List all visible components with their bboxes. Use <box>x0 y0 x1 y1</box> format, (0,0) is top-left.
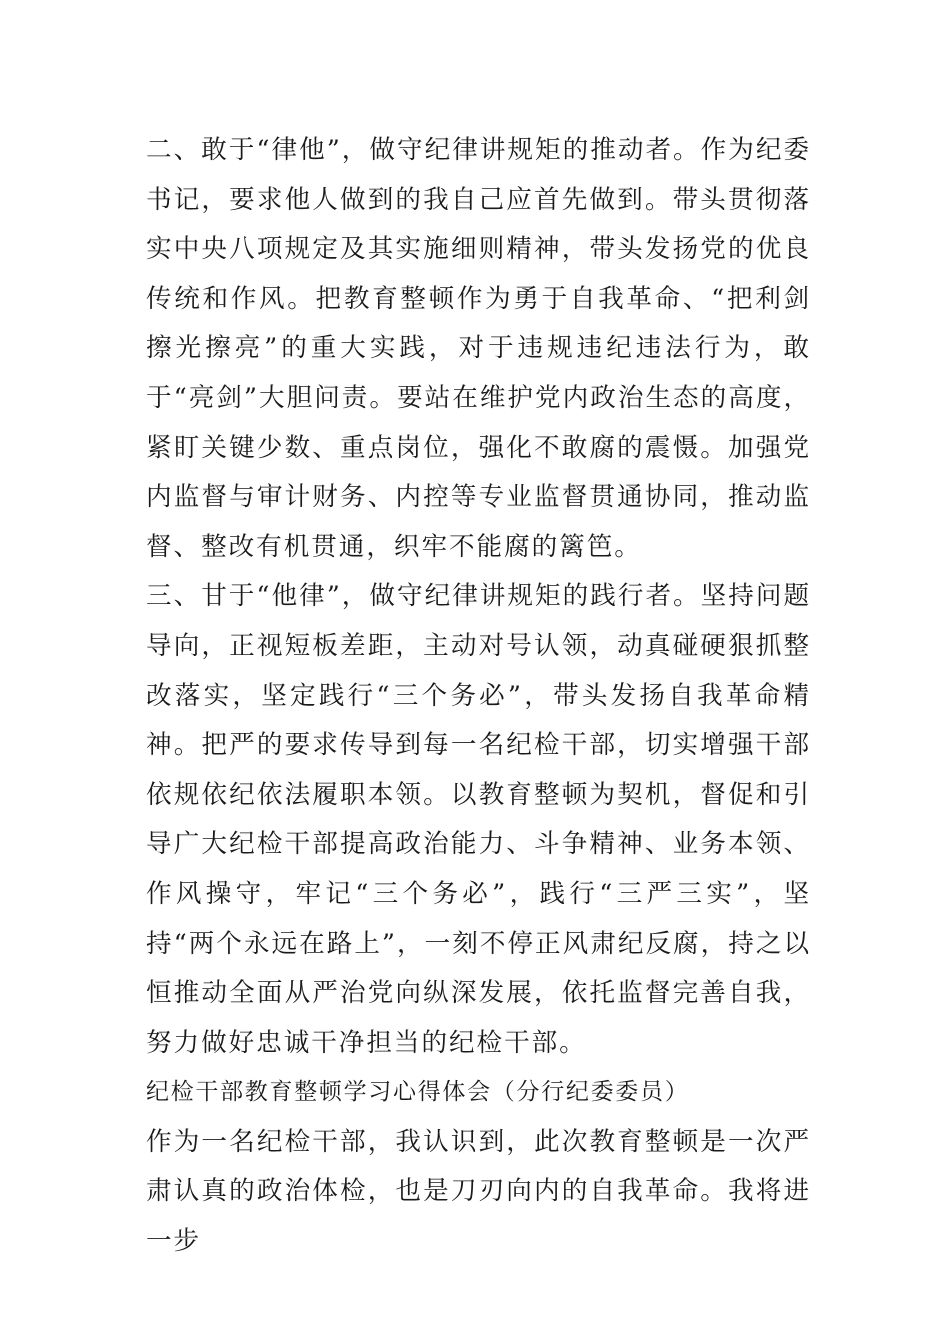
article-intro-paragraph: 作为一名纪检干部，我认识到，此次教育整顿是一次严肃认真的政治体检，也是刀刃向内的自我革命。我将进一步 <box>146 1126 811 1257</box>
section-three-paragraph: 三、甘于“他律”，做守纪律讲规矩的践行者。坚持问题导向，正视短板差距，主动对号认领，动真碰硬狠抓整改落实，坚定践行“三个务必”，带头发扬自我革命精神。把严的要求传导到每一名纪检干部，切实增强干部依规依纪依法履职本领。以教育整顿为契机，督促和引导广大纪检干部提高政治能力、斗争精神、业务本领、作风操守，牢记“三个务必”，践行“三严三实”，坚持“两个永远在路上”，一刻不停正风肃纪反腐，持之以恒推动全面从严治党向纵深发展，依托监督完善自我，努力做好忠诚干净担当的纪检干部。 <box>146 581 811 1058</box>
article-title: 纪检干部教育整顿学习心得体会（分行纪委委员） <box>146 1079 690 1106</box>
section-two-paragraph: 二、敢于“律他”，做守纪律讲规矩的推动者。作为纪委书记，要求他人做到的我自己应首先做到。带头贯彻落实中央八项规定及其实施细则精神，带头发扬党的优良传统和作风。把教育整顿作为勇于自我革命、“把利剑擦光擦亮”的重大实践，对于违规违纪违法行为，敢于“亮剑”大胆问责。要站在维护党内政治生态的高度，紧盯关键少数、重点岗位，强化不敢腐的震慑。加强党内监督与审计财务、内控等专业监督贯通协同，推动监督、整改有机贯通，织牢不能腐的篱笆。 <box>146 135 811 562</box>
document-body <box>146 126 811 1267</box>
